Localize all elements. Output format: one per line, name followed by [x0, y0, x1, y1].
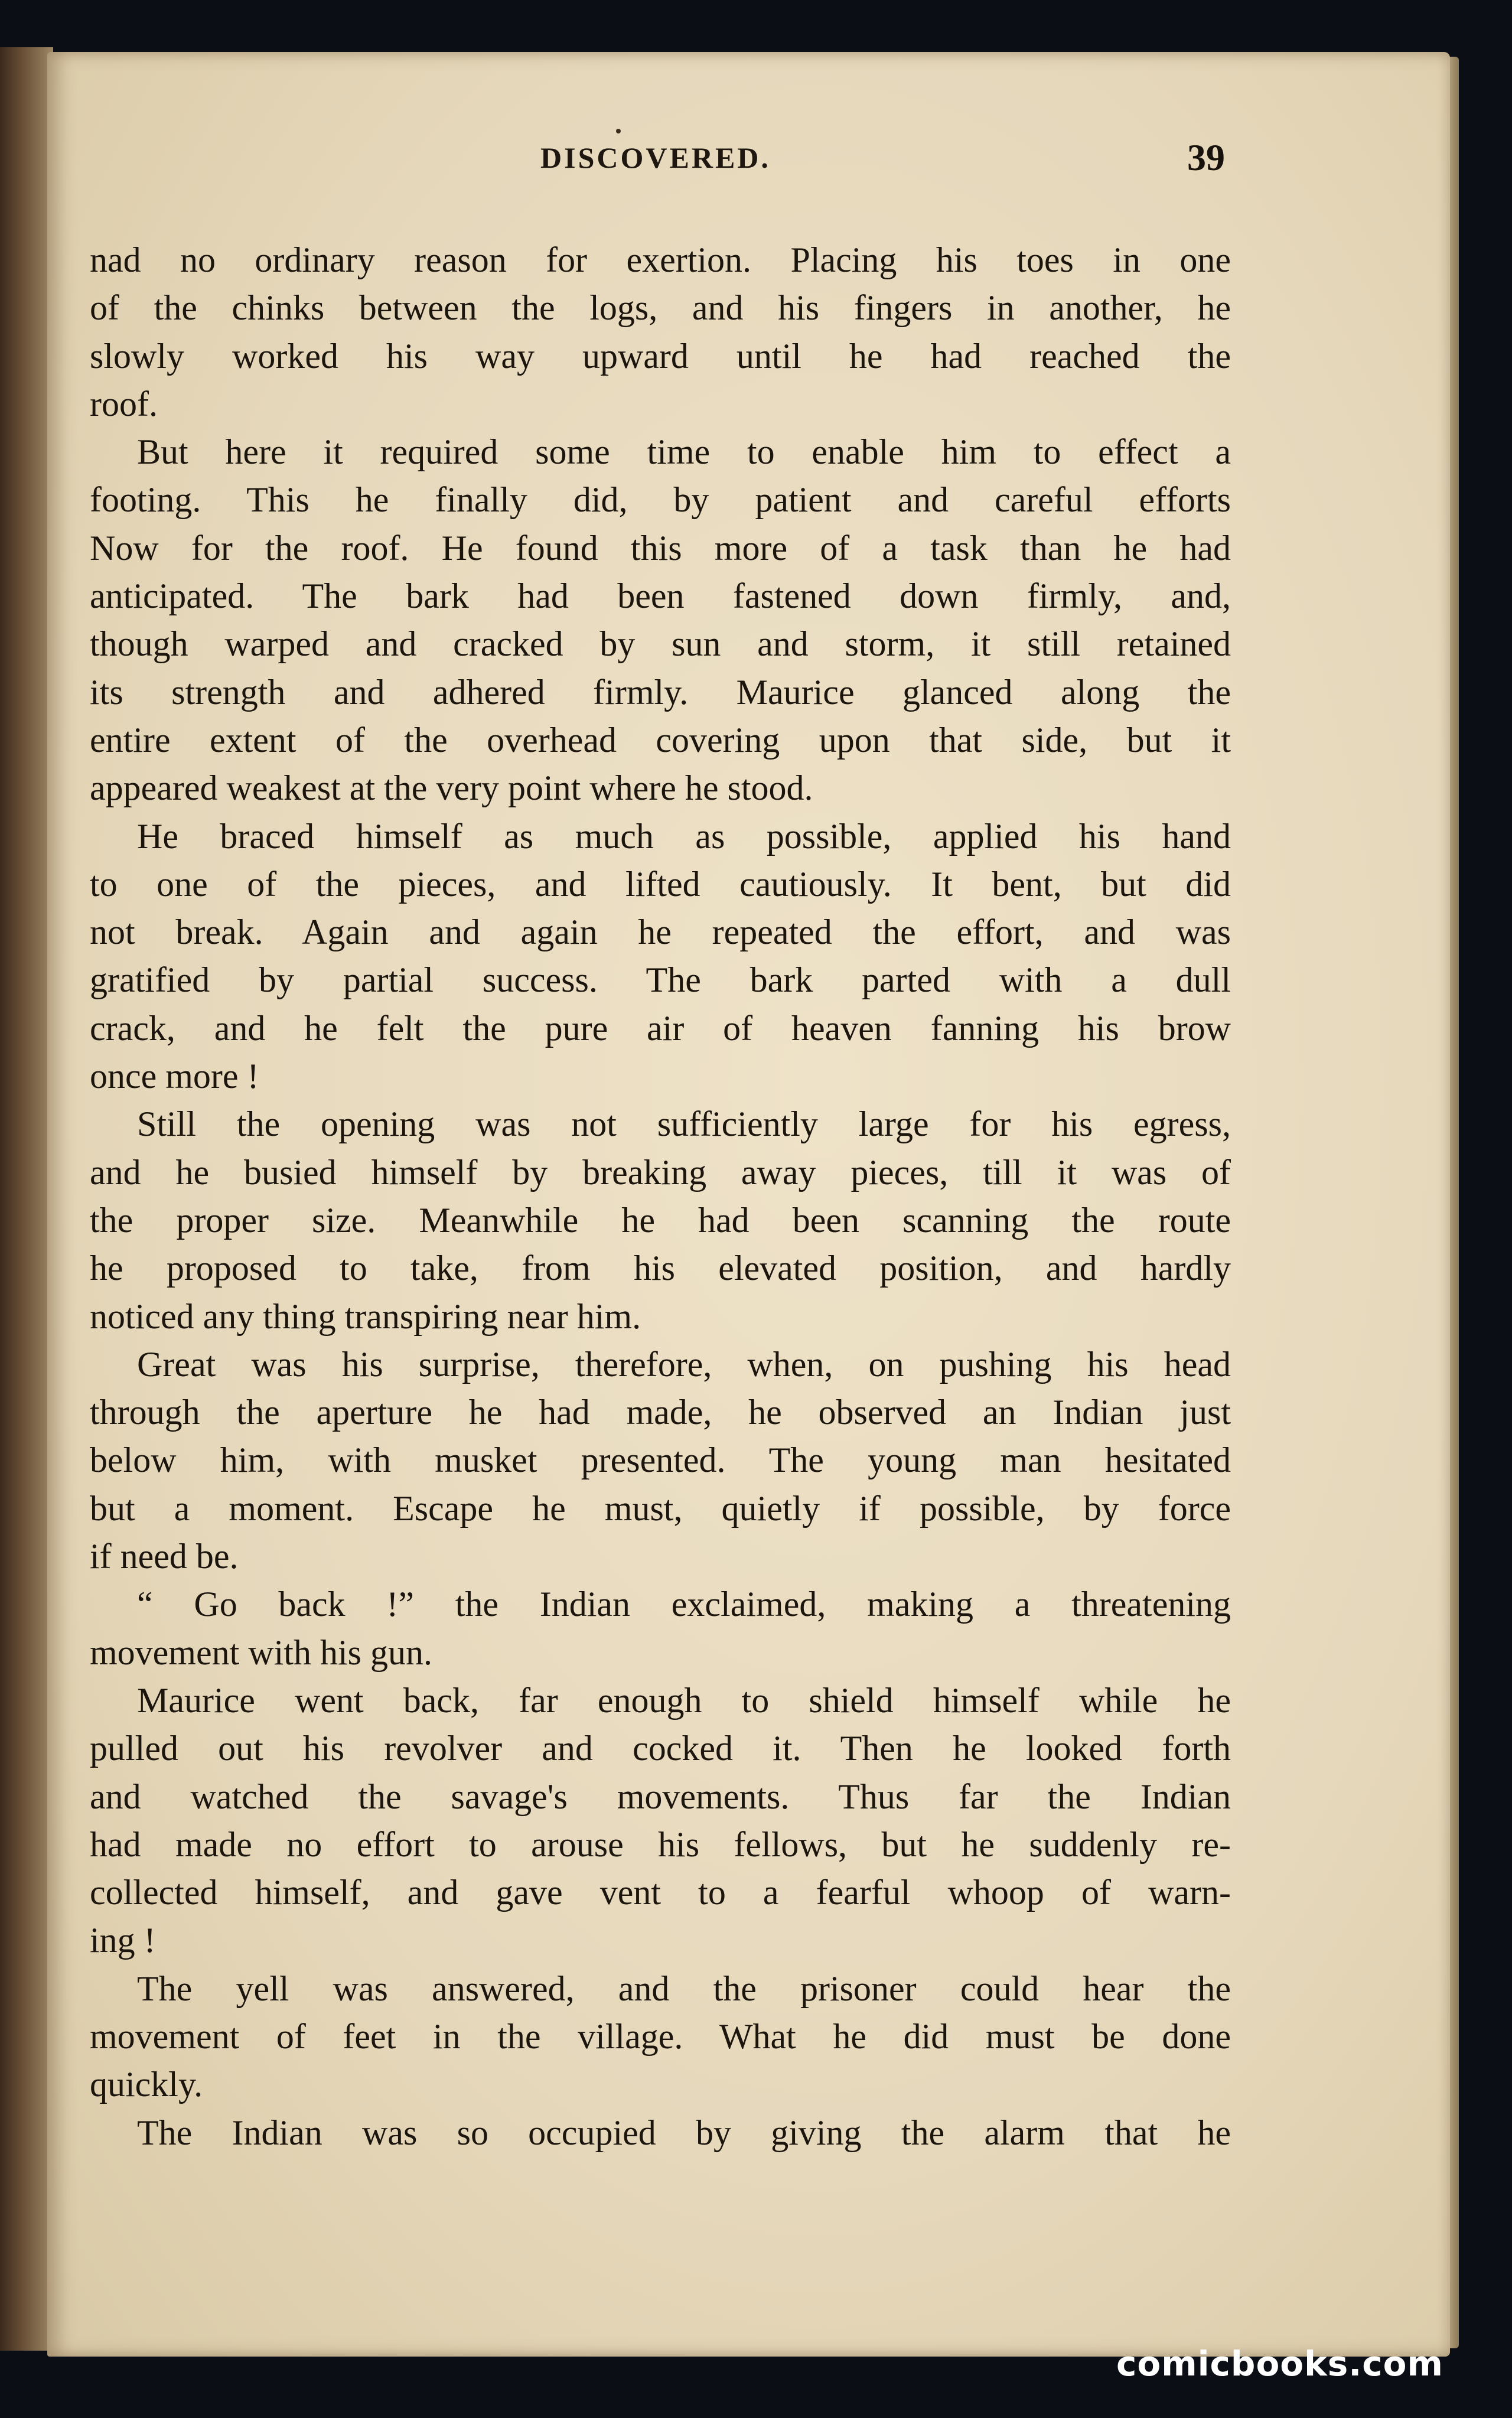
- text-line: Still the opening was not sufficiently large for his egress,: [137, 1104, 1231, 1144]
- text-line: He braced himself as much as possible, applied his hand: [137, 816, 1231, 856]
- text-line: he proposed to take, from his elevated position, and hardly: [90, 1249, 1231, 1288]
- text-line: if need be.: [90, 1537, 239, 1576]
- text-line: pulled out his revolver and cocked it. Then he looked forth: [90, 1729, 1231, 1768]
- text-line: appeared weakest at the very point where he stood.: [90, 768, 813, 808]
- print-dot: [616, 129, 621, 133]
- text-line: to one of the pieces, and lifted cautiously. It bent, but did: [90, 864, 1231, 904]
- running-title: DISCOVERED.: [540, 141, 771, 174]
- text-line: and he busied himself by breaking away pieces, till it was of: [90, 1152, 1231, 1192]
- text-line: gratified by partial success. The bark parted with a dull: [90, 960, 1231, 1000]
- text-line: Great was his surprise, therefore, when, on pushing his head: [137, 1344, 1231, 1384]
- text-line: once more !: [90, 1057, 259, 1096]
- text-line: footing. This he finally did, by patient and careful efforts: [90, 480, 1231, 520]
- text-line: slowly worked his way upward until he had reached the: [90, 336, 1231, 376]
- text-line: had made no effort to arouse his fellows, but he suddenly re-: [90, 1824, 1231, 1864]
- text-line: The yell was answered, and the prisoner could hear the: [137, 1969, 1231, 2008]
- page-number: 39: [1187, 136, 1225, 178]
- text-line: crack, and he felt the pure air of heaven fanning his brow: [90, 1008, 1231, 1048]
- text-line: Now for the roof. He found this more of a task than he had: [90, 528, 1231, 568]
- text-line: The Indian was so occupied by giving the alarm that he: [137, 2113, 1231, 2152]
- text-line: not break. Again and again he repeated the effort, and was: [90, 913, 1231, 952]
- text-line: movement with his gun.: [90, 1632, 432, 1672]
- text-line: roof.: [90, 384, 158, 423]
- text-line: “ Go back !” the Indian exclaimed, making a threatening: [137, 1585, 1231, 1624]
- text-line: Maurice went back, far enough to shield himself while he: [137, 1680, 1231, 1720]
- text-line: nad no ordinary reason for exertion. Placing his toes in one: [90, 240, 1231, 279]
- text-line: ing !: [90, 1921, 156, 1960]
- text-line: but a moment. Escape he must, quietly if possible, by force: [90, 1488, 1231, 1528]
- text-line: But here it required some time to enable him to effect a: [137, 432, 1231, 472]
- text-line: anticipated. The bark had been fastened down firmly, and,: [90, 576, 1231, 616]
- text-line: through the aperture he had made, he observed an Indian just: [90, 1393, 1231, 1432]
- text-line: quickly.: [90, 2065, 203, 2104]
- text-line: below him, with musket presented. The young man hesitated: [90, 1441, 1231, 1480]
- text-line: collected himself, and gave vent to a fearful whoop of warn-: [90, 1873, 1231, 1912]
- text-line: entire extent of the overhead covering upon that side, but it: [90, 720, 1231, 760]
- book-binding: [0, 47, 53, 2351]
- text-line: the proper size. Meanwhile he had been scanning the route: [90, 1200, 1231, 1240]
- running-head: [0, 136, 1512, 182]
- text-line: its strength and adhered firmly. Maurice glanced along the: [90, 672, 1231, 712]
- text-line: and watched the savage's movements. Thus far the Indian: [90, 1777, 1231, 1816]
- text-line: movement of feet in the village. What he did must be done: [90, 2016, 1231, 2056]
- body-text: [90, 236, 1231, 2157]
- text-line: noticed any thing transpiring near him.: [90, 1296, 641, 1336]
- text-line: of the chinks between the logs, and his fingers in another, he: [90, 288, 1231, 328]
- watermark: comicbooks.com: [1116, 2344, 1443, 2384]
- text-line: though warped and cracked by sun and storm, it still retained: [90, 624, 1231, 664]
